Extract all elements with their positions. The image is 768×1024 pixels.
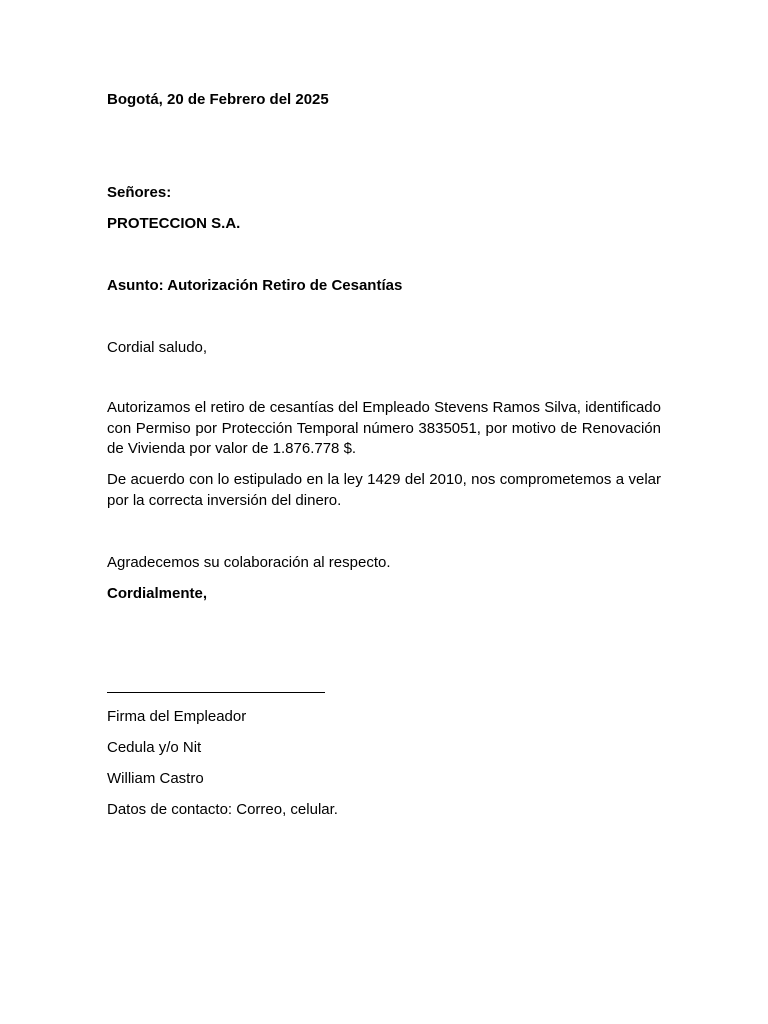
signature-name: William Castro (107, 770, 204, 787)
salutation-to: Señores: (107, 184, 172, 201)
letter-date: Bogotá, 20 de Febrero del 2025 (107, 91, 329, 108)
letter-greeting: Cordial saludo, (107, 339, 208, 356)
signature-label: Firma del Empleador (107, 708, 247, 725)
thanks-line: Agradecemos su colaboración al respecto. (107, 554, 391, 571)
body-paragraph-2: De acuerdo con lo estipulado en la ley 1429 del 2010, nos comprometemos a velar por la correcta inversión del dinero. (107, 471, 661, 509)
closing-line: Cordialmente, (107, 585, 208, 602)
signature-contact: Datos de contacto: Correo, celular. (107, 801, 338, 818)
body-paragraph-1: Autorizamos el retiro de cesantías del Empleado Stevens Ramos Silva, identificado con Permiso por Protección Temporal número 3835051, por motivo de Renovación de Vivienda por valor de 1.876.778 $. (107, 399, 661, 457)
signature-line (107, 692, 325, 693)
signature-id-line: Cedula y/o Nit (107, 739, 202, 756)
letter-subject: Asunto: Autorización Retiro de Cesantías (107, 277, 403, 294)
recipient-name: PROTECCION S.A. (107, 215, 241, 232)
